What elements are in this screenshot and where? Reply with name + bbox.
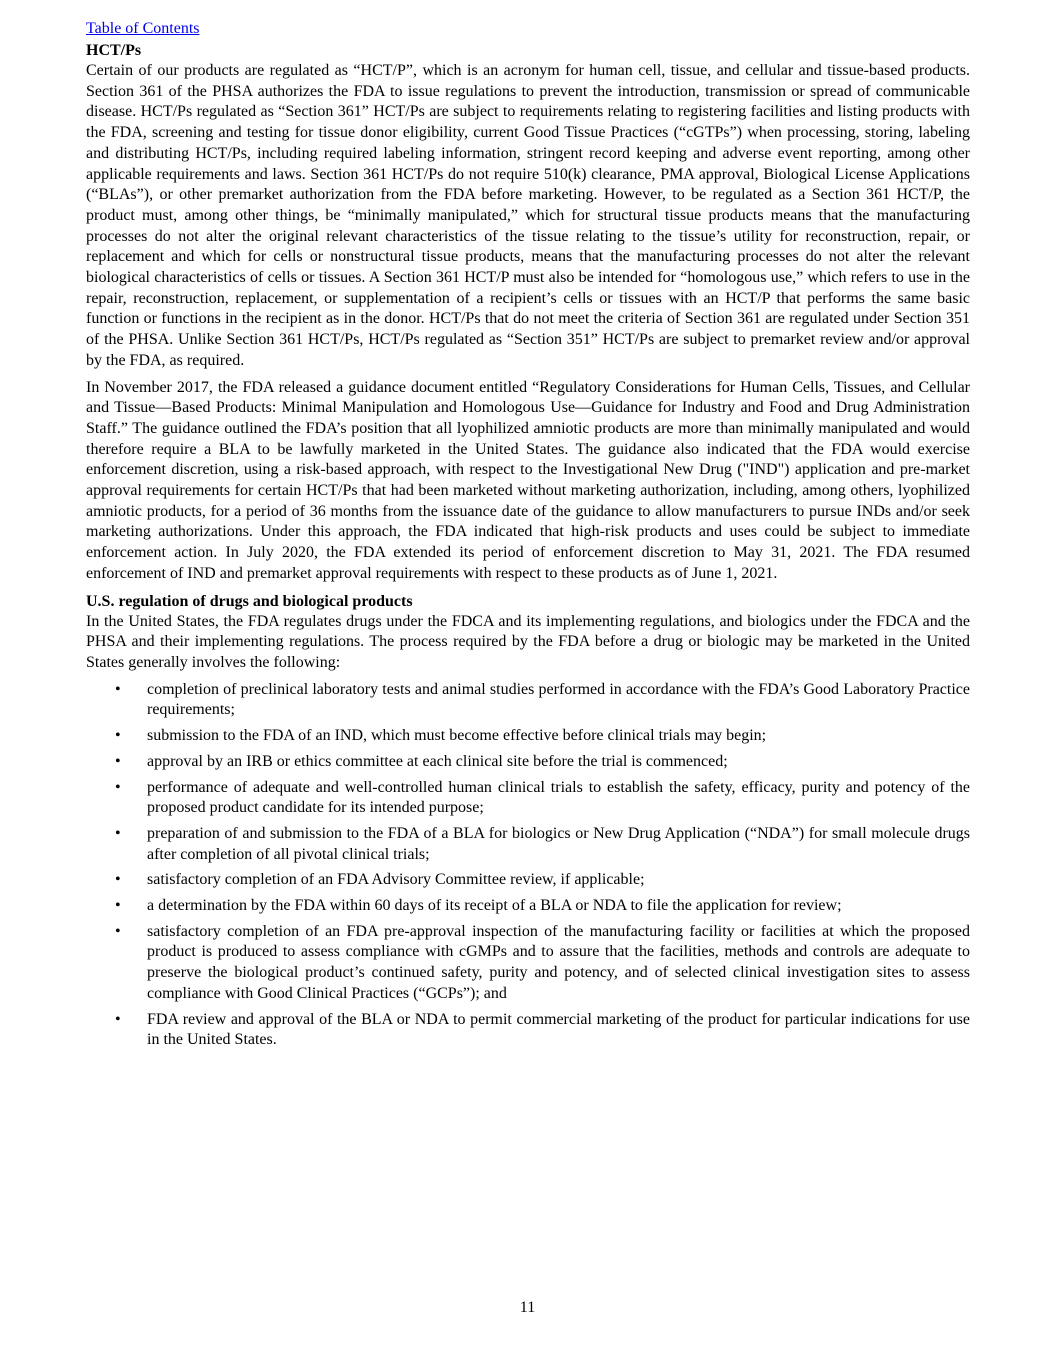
page-number: 11 xyxy=(519,1299,536,1316)
list-item-text: performance of adequate and well-controlled human clinical trials to establish the safety, efficacy, purity and potency of the proposed product candidate for its intended purpose; xyxy=(147,778,970,817)
list-item xyxy=(86,922,970,1005)
bullet-icon: • xyxy=(115,922,121,940)
list-item-text: satisfactory completion of an FDA Advisory Committee review, if applicable; xyxy=(147,871,645,889)
list-item xyxy=(86,896,970,917)
list-item xyxy=(86,680,970,721)
bullet-icon: • xyxy=(115,871,121,889)
list-item-text: preparation of and submission to the FDA of a BLA for biologics or New Drug Application (“NDA”) for small molecule drugs after completion of all pivotal clinical trials; xyxy=(147,824,970,863)
table-of-contents-link[interactable]: Table of Contents xyxy=(86,20,200,37)
section-heading-us-regulation: U.S. regulation of drugs and biological products xyxy=(86,592,413,610)
list-item-text: submission to the FDA of an IND, which must become effective before clinical trials may begin; xyxy=(147,727,767,745)
section-heading-hctps: HCT/Ps xyxy=(86,42,142,59)
list-item-text: approval by an IRB or ethics committee at each clinical site before the trial is commenced; xyxy=(147,752,728,770)
list-item-text: completion of preclinical laboratory tests and animal studies performed in accordance with the FDA’s Good Laboratory Practice requirements; xyxy=(147,680,970,719)
paragraph: Certain of our products are regulated as “HCT/P”, which is an acronym for human cell, tissue, and cellular and tissue-based products. Section 361 of the PHSA authorizes the FDA to issue regulations to prevent the introduction, transmission or spread of communicable disease. HCT/Ps regulated as “Section 361” HCT/Ps are subject to requirements relating to registering facilities and listing products with the FDA, screening and testing for tissue donor eligibility, current Good Tissue Practices (“cGTPs”) when processing, storing, labeling and distributing HCT/Ps, including required labeling information, stringent record keeping and adverse event reporting, among other applicable requirements and laws. Section 361 HCT/Ps do not require 510(k) clearance, PMA approval, Biological License Applications (“BLAs”), or other premarket authorization from the FDA before marketing. However, to be regulated as a Section 361 HCT/P, the product must, among other things, be “minimally manipulated,” which for structural tissue products means that the manufacturing processes do not alter the original relevant characteristics of the tissue relating to the tissue’s utility for reconstruction, repair, or replacement and which for cells or nonstructural tissue products, means that the manufacturing processes do not alter the relevant biological characteristics of cells or tissues. A Section 361 HCT/P must also be intended for “homologous use,” which refers to use in the repair, reconstruction, replacement, or supplementation of a recipient’s cells or tissues with an HCT/P that performs the same basic function or functions in the recipient as in the donor. HCT/Ps that do not meet the criteria of Section 361 are regulated under Section 351 of the PHSA. Unlike Section 361 HCT/Ps, HCT/Ps regulated as “Section 351” HCT/Ps are subject to premarket review and/or approval by the FDA, as required. xyxy=(86,62,970,369)
requirements-list xyxy=(86,680,970,1051)
bullet-icon: • xyxy=(115,727,121,745)
list-item xyxy=(86,824,970,865)
bullet-icon: • xyxy=(115,824,121,842)
document-page xyxy=(86,18,970,1056)
paragraph: In November 2017, the FDA released a guidance document entitled “Regulatory Considerations for Human Cells, Tissues, and Cellular and Tissue—Based Products: Minimal Manipulation and Homologous Use—Guidance for Industry and Food and Drug Administration Staff.” The guidance outlined the FDA’s position that all lyophilized amniotic products are more than minimally manipulated and would therefore require a BLA to be lawfully marketed in the United States. The guidance also indicated that the FDA would exercise enforcement discretion, using a risk-based approach, with respect to the Investigational New Drug ("IND") application and pre-market approval requirements for certain HCT/Ps that had been marketed without marketing authorization, including, among others, lyophilized amniotic products, for a period of 36 months from the issuance date of the guidance to allow manufacturers to pursue INDs and/or seek marketing authorizations. Under this approach, the FDA indicated that high-risk products and uses could be subject to immediate enforcement action. In July 2020, the FDA extended its period of enforcement discretion to May 31, 2021. The FDA resumed enforcement of IND and premarket approval requirements with respect to these products as of June 1, 2021. xyxy=(86,378,970,582)
bullet-icon: • xyxy=(115,778,121,796)
list-item xyxy=(86,778,970,819)
list-item xyxy=(86,870,970,891)
paragraph: In the United States, the FDA regulates drugs under the FDCA and its implementing regulations, and biologics under the FDCA and the PHSA and their implementing regulations. The process required by the FDA before a drug or biologic may be marketed in the United States generally involves the following: xyxy=(86,612,970,671)
bullet-icon: • xyxy=(115,1010,121,1028)
list-item xyxy=(86,726,970,747)
list-item xyxy=(86,1010,970,1051)
list-item xyxy=(86,752,970,773)
bullet-icon: • xyxy=(115,680,121,698)
list-item-text: FDA review and approval of the BLA or NDA to permit commercial marketing of the product for particular indications for use in the United States. xyxy=(147,1010,970,1049)
bullet-icon: • xyxy=(115,897,121,915)
list-item-text: satisfactory completion of an FDA pre-approval inspection of the manufacturing facility or facilities at which the proposed product is produced to assess compliance with cGMPs and to assure that the facilities, methods and controls are adequate to preserve the biological product’s continued safety, purity and potency, and of selected clinical investigation sites to assess compliance with Good Clinical Practices (“GCPs”); and xyxy=(147,922,970,1002)
bullet-icon: • xyxy=(115,752,121,770)
list-item-text: a determination by the FDA within 60 days of its receipt of a BLA or NDA to file the application for review; xyxy=(147,897,842,915)
